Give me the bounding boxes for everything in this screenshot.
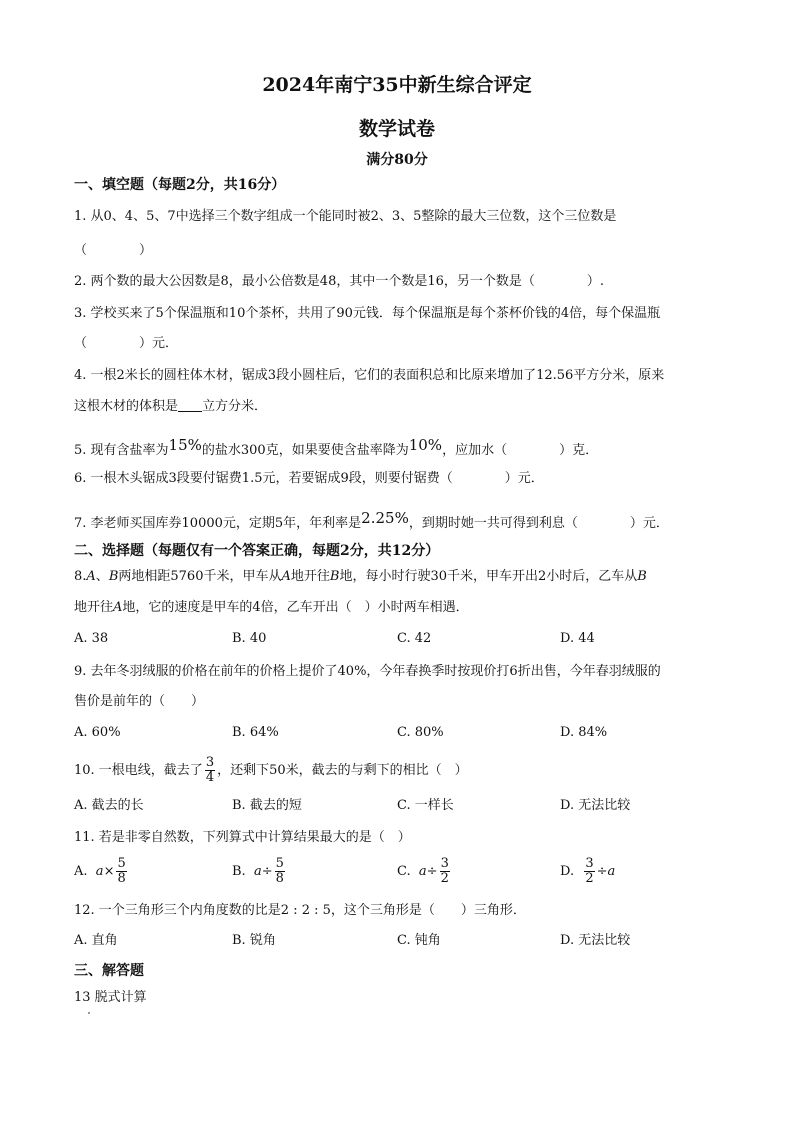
q11-a-fraction xyxy=(116,857,126,886)
q8-var-a2: A xyxy=(281,569,291,584)
q11-c-fraction xyxy=(440,857,450,886)
q11-b-var: a xyxy=(253,864,262,879)
q4-blank xyxy=(178,399,202,412)
q7-text-1: 7. 李老师买国库券10000元，定期5年，年利率是 xyxy=(74,516,362,531)
stray-dot xyxy=(88,1012,90,1014)
q11-d-fraction xyxy=(584,857,594,886)
question-1-line-1: 1. 从0、4、5、7中选择三个数字组成一个能同时被2、3、5整除的最大三位数，这个三位数是 xyxy=(74,209,617,224)
q10-denominator: 4 xyxy=(205,770,215,785)
q10-option-b: B. 截去的短 xyxy=(232,798,302,813)
page-subtitle: 数学试卷 xyxy=(358,118,435,140)
q11-a-label: A. xyxy=(74,864,88,879)
q11-option-d xyxy=(560,857,615,886)
section-answer: 三、解答题 xyxy=(74,963,144,979)
q8-option-b: B. 40 xyxy=(232,631,267,646)
question-9-line-2: 售价是前年的（ ） xyxy=(74,694,205,709)
question-4-line-2 xyxy=(74,398,267,416)
q10-text-1: 10. 一根电线，截去了 xyxy=(74,763,203,778)
q10-option-a: A. 截去的长 xyxy=(74,798,144,813)
q11-b-den: 8 xyxy=(275,871,284,886)
q11-c-var: a xyxy=(418,864,427,879)
q5-percent-2: 10% xyxy=(408,436,443,454)
full-score: 满分80分 xyxy=(366,152,428,168)
q10-option-c: C. 一样长 xyxy=(397,798,454,813)
q4-text-2: 立方分米． xyxy=(202,399,268,414)
q10-text-2: ，还剩下50米，截去的与剩下的相比（ ） xyxy=(217,763,468,778)
question-9-line-1: 9. 去年冬羽绒服的价格在前年的价格上提价了40%，今年春换季时按现价打6折出售，今年春羽绒服的 xyxy=(74,664,661,679)
q10-numerator: 3 xyxy=(205,755,215,770)
question-13: 13 脱式计算 xyxy=(74,990,147,1005)
q8-text-3: 地，每小时行驶30千米，甲车开出2小时后，乙车从 xyxy=(339,569,638,584)
q11-c-op: ÷ xyxy=(426,864,438,879)
q12-option-c: C. 钝角 xyxy=(397,933,441,948)
question-7 xyxy=(74,509,669,533)
question-10 xyxy=(74,756,468,785)
q11-b-fraction xyxy=(275,857,285,886)
q9-option-c: C. 80% xyxy=(397,725,444,740)
question-3-line-2: （ ）元． xyxy=(74,336,179,351)
q5-text-2: 的盐水300克，如果要使含盐率降为 xyxy=(201,443,409,458)
q9-option-d: D. 84% xyxy=(560,725,608,740)
q11-d-op: ÷ xyxy=(596,864,608,879)
q11-option-c xyxy=(397,857,452,886)
q12-option-b: B. 锐角 xyxy=(232,933,276,948)
q12-option-a: A. 直角 xyxy=(74,933,118,948)
q10-option-d: D. 无法比较 xyxy=(560,798,631,813)
q11-option-a xyxy=(74,857,129,886)
q8-text-4: 地开往 xyxy=(74,600,114,615)
question-5 xyxy=(74,436,598,460)
q8-option-c: C. 42 xyxy=(397,631,432,646)
q12-option-d: D. 无法比较 xyxy=(560,933,631,948)
section-choice: 二、选择题（每题仅有一个答案正确，每题2分，共12分） xyxy=(74,543,440,559)
question-2: 2. 两个数的最大公因数是8，最小公倍数是48，其中一个数是16，另一个数是（ ）. xyxy=(74,274,605,289)
question-4-line-1: 4. 一根2米长的圆柱体木材，锯成3段小圆柱后，它们的表面积总和比原来增加了12.56平方分米，原来 xyxy=(74,368,665,383)
section-fill-blank: 一、填空题（每题2分，共16分） xyxy=(74,177,286,193)
q8-var-a: A xyxy=(86,569,96,584)
q10-fraction xyxy=(205,756,215,785)
question-8-line-2 xyxy=(74,599,469,617)
question-11: 11. 若是非零自然数，下列算式中计算结果最大的是（ ） xyxy=(74,830,411,845)
q7-percent: 2.25% xyxy=(361,509,409,527)
q8-var-a3: A xyxy=(113,600,123,615)
q5-text-1: 5. 现有含盐率为 xyxy=(74,443,169,458)
q11-option-b xyxy=(232,857,287,886)
q11-d-num: 3 xyxy=(585,856,594,871)
q8-var-b2: B xyxy=(329,569,340,584)
q8-text-1: 两地相距5760千米，甲车从 xyxy=(118,569,282,584)
question-6: 6. 一根木头锯成3段要付锯费1.5元，若要锯成9段，则要付锯费（ ）元． xyxy=(74,471,544,486)
q8-var-b: B xyxy=(108,569,119,584)
q11-a-den: 8 xyxy=(117,871,126,886)
q7-text-2: ，到期时她一共可得到利息（ ）元． xyxy=(408,516,669,531)
q11-b-num: 5 xyxy=(275,856,284,871)
question-12: 12. 一个三角形三个内角度数的比是2 : 2 : 5，这个三角形是（ ）三角形． xyxy=(74,903,526,918)
q11-d-den: 2 xyxy=(585,871,594,886)
q9-option-a: A. 60% xyxy=(74,725,121,740)
q11-a-op: × xyxy=(103,864,115,879)
q4-text-1: 这根木材的体积是 xyxy=(74,399,179,414)
q11-d-label: D. xyxy=(560,864,575,879)
q5-text-3: ，应加水（ ）克． xyxy=(442,443,599,458)
q11-c-num: 3 xyxy=(440,856,449,871)
q5-percent-1: 15% xyxy=(168,436,202,454)
q11-c-label: C. xyxy=(397,864,411,879)
question-3-line-1: 3. 学校买来了5个保温瓶和10个茶杯，共用了90元钱．每个保温瓶是每个茶杯价钱的4倍，每个保温瓶 xyxy=(74,306,661,321)
page-title: 2024年南宁35中新生综合评定 xyxy=(262,74,532,96)
q8-sep: 、 xyxy=(95,569,109,584)
q11-c-den: 2 xyxy=(440,871,449,886)
q9-option-b: B. 64% xyxy=(232,725,279,740)
q11-b-label: B. xyxy=(232,864,246,879)
q11-a-num: 5 xyxy=(117,856,126,871)
q8-option-d: D. 44 xyxy=(560,631,595,646)
q11-d-var: a xyxy=(607,864,616,879)
q8-text-2: 地开往 xyxy=(290,569,330,584)
q8-num: 8. xyxy=(74,569,87,584)
question-1-line-2: （ ） xyxy=(74,243,153,258)
q8-var-b3: B xyxy=(637,569,647,584)
q8-text-5: 地，它的速度是甲车的4倍，乙车开出（ ）小时两车相遇． xyxy=(122,600,469,615)
question-8-line-1 xyxy=(74,568,647,586)
q11-a-var: a xyxy=(95,864,104,879)
q11-b-op: ÷ xyxy=(261,864,273,879)
q8-option-a: A. 38 xyxy=(74,631,109,646)
